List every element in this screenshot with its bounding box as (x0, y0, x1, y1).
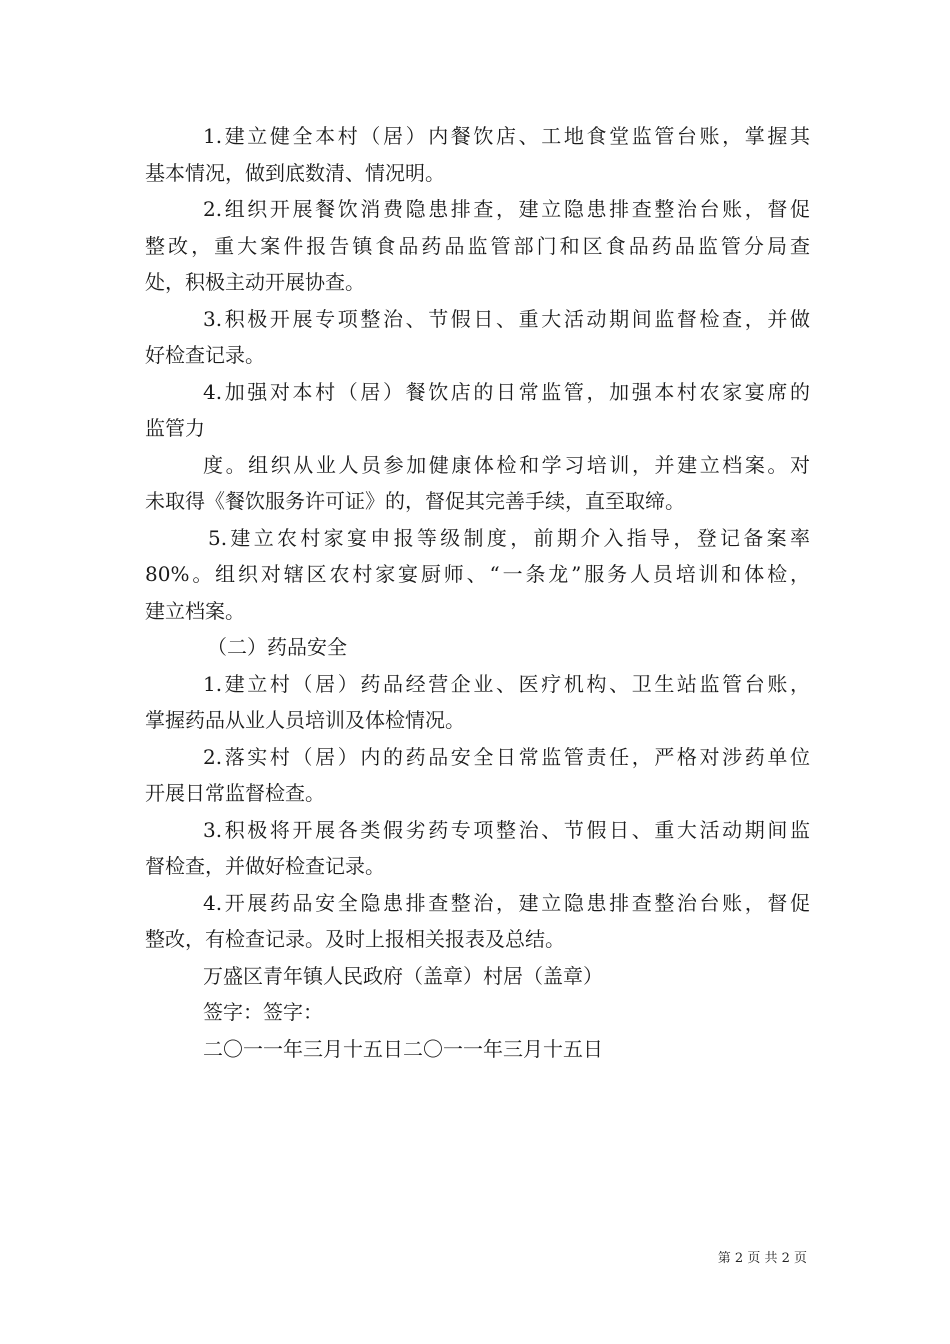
section-heading: （二）药品安全 (207, 635, 347, 659)
text-line: 1.建立健全本村（居）内餐饮店、工地食堂监管台账，掌握其 (203, 124, 810, 148)
signature-org-line: 万盛区青年镇人民政府（盖章）村居（盖章） (203, 963, 603, 988)
text-line: 4.加强对本村（居）餐饮店的日常监管，加强本村农家宴席的 (203, 379, 810, 404)
text-line: 监管力 (145, 416, 205, 440)
document-body (145, 118, 810, 1067)
text-line: 度。组织从业人员参加健康体检和学习培训，并建立档案。对 (203, 452, 810, 477)
page-number-footer: 第 2 页 共 2 页 (717, 1251, 807, 1266)
text-line: 2.组织开展餐饮消费隐患排查，建立隐患排查整治台账，督促 (203, 197, 810, 221)
text-line: 建立档案。 (145, 598, 245, 623)
text-line: 4.开展药品安全隐患排查整治，建立隐患排查整治台账，督促 (203, 890, 810, 915)
text-line: 未取得《餐饮服务许可证》的，督促其完善手续，直至取缔。 (145, 489, 685, 513)
text-line: 2.落实村（居）内的药品安全日常监管责任，严格对涉药单位 (203, 744, 810, 769)
text-line: 处，积极主动开展协查。 (145, 270, 365, 294)
text-line: 80%。组织对辖区农村家宴厨师、“一条龙”服务人员培训和体检， (145, 562, 810, 586)
text-line: 5.建立农村家宴申报等级制度，前期介入指导，登记备案率 (208, 525, 810, 550)
text-line: 基本情况，做到底数清、情况明。 (145, 160, 445, 185)
text-line: 好检查记录。 (145, 343, 265, 367)
text-line: 3.积极将开展各类假劣药专项整治、节假日、重大活动期间监 (203, 817, 810, 842)
text-line: 整改，重大案件报告镇食品药品监管部门和区食品药品监管分局查 (145, 233, 810, 258)
text-line: 3.积极开展专项整治、节假日、重大活动期间监督检查，并做 (203, 306, 810, 331)
text-line: 1.建立村（居）药品经营企业、医疗机构、卫生站监管台账， (203, 671, 810, 696)
text-line: 督检查，并做好检查记录。 (145, 854, 385, 878)
text-line: 掌握药品从业人员培训及体检情况。 (145, 708, 465, 732)
date-line: 二〇一一年三月十五日二〇一一年三月十五日 (203, 1036, 603, 1061)
text-line: 整改，有检查记录。及时上报相关报表及总结。 (145, 927, 565, 951)
signature-line: 签字：签字： (203, 1000, 323, 1024)
text-line: 开展日常监督检查。 (145, 781, 325, 805)
